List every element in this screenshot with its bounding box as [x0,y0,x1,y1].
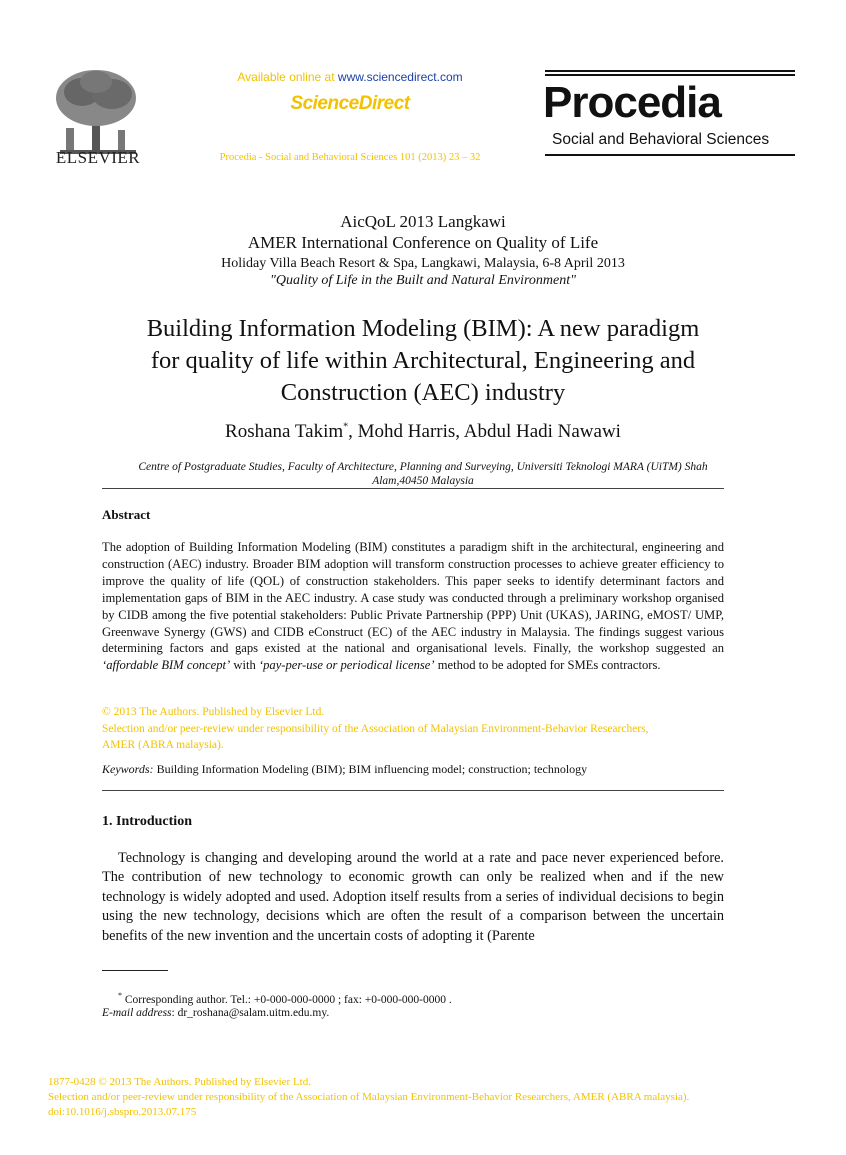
title-line: Building Information Modeling (BIM): A new paradigm [146,315,700,342]
abstract-body: The adoption of Building Information Modeling (BIM) constitutes a paradigm shift in the architectural, engineering and construction (AEC) industry. Broader BIM adoption will transform construction processes to achieve greater efficiency to improve the quality of life (QOL) of construction stakeholders. This paper seeks to identify determinant factors and implementation gaps of BIM in the AEC industry. A case study was conducted through a preliminary workshop organised by CIDB among the five potential stakeholders: Public Private Partnership (PPP) Unit (UKAS), JARING, eMOST/ UMP, Greenwave Synergy (GWS) and CIDB eConstruct (EC) of the AEC industry in Malaysia. The findings suggest various determining factors and gaps existed at the national and organisational levels. Finally, the workshop suggested an [102,540,724,656]
abstract-emphasis: ‘pay-per-use or periodical license’ [258,658,435,673]
elsevier-tree-logo [52,68,144,158]
conference-venue: Holiday Villa Beach Resort & Spa, Langkawi, Malaysia, 6-8 April 2013 [221,256,625,271]
procedia-logo: Procedia [543,78,721,127]
copyright-line: AMER (ABRA malaysia). [102,739,224,751]
author-list [60,421,786,443]
abstract-emphasis: ‘affordable BIM concept’ [102,658,231,673]
introduction-text: Technology is changing and developing around the world at a rate and pace never experienced before. The contribution of new technology to economic growth can only be realized when and if the new technology is widely adopted and used. Adoption itself results from a series of individual decisions to begin using the new technology, decisions which are often the result of a comparison between the uncertain benefits of the new invention and the uncertain costs of adopting it (Parente [102,850,724,944]
corresponding-mark: * [343,421,349,433]
keywords-label: Keywords: [102,762,154,776]
affiliation-line: Centre of Postgraduate Studies, Faculty of Architecture, Planning and Surveying, Universiti Teknologi MARA (UiTM) Shah [138,461,708,473]
copyright-notice [102,704,742,754]
footnote-rule [102,970,168,971]
divider [102,790,724,791]
keywords [102,762,742,777]
footnote-contact: Corresponding author. Tel.: +0-000-000-0000 ; fax: +0-000-000-0000 . [122,993,452,1006]
peer-review-line: Selection and/or peer-review under responsibility of the Association of Malaysian Environment-Behavior Researchers, AMER (ABRA malaysia). [48,1091,690,1103]
sciencedirect-link[interactable]: www.sciencedirect.com [337,70,463,84]
keywords-list: Building Information Modeling (BIM); BIM influencing model; construction; technology [153,762,588,776]
available-prefix: Available online at [237,70,335,84]
affiliation [100,460,746,488]
copyright-line: © 2013 The Authors. Published by Elsevier Ltd. [102,706,325,718]
paper-title [70,313,776,409]
footnote-mark: * [118,991,122,1000]
bottom-notice [48,1075,808,1120]
conference-theme: "Quality of Life in the Built and Natural Environment" [270,273,576,288]
elsevier-wordmark: ELSEVIER [55,148,141,167]
author-names-rest: , Mohd Harris, Abdul Hadi Nawawi [348,421,621,442]
affiliation-line: Alam,40450 Malaysia [372,475,474,487]
footnote-email [102,1007,329,1019]
abstract-body: with [230,658,259,673]
section-heading: 1. Introduction [102,814,192,829]
copyright-line: Selection and/or peer-review under responsibility of the Association of Malaysian Environment-Behavior Researchers, [102,722,649,735]
title-line: for quality of life within Architectural, Engineering and [150,347,696,374]
email-address[interactable]: : dr_roshana@salam.uitm.edu.my. [171,1007,330,1019]
availability-line [140,70,560,84]
footnote-corresponding [118,991,452,1006]
conference-full-title: AMER International Conference on Quality of Life [247,233,599,252]
abstract-text [102,539,724,674]
email-label: E-mail address [102,1007,172,1019]
issn-line: 1877-0428 © 2013 The Authors. Published by Elsevier Ltd. [48,1076,311,1088]
abstract-body: method to be adopted for SMEs contractors. [434,658,661,673]
procedia-subtitle: Social and Behavioral Sciences [552,131,770,148]
procedia-divider [545,154,795,156]
divider [102,488,724,489]
conference-name: AicQoL 2013 Langkawi [340,212,506,231]
abstract-heading: Abstract [102,507,151,522]
doi-link[interactable]: doi:10.1016/j.sbspro.2013.07.175 [48,1106,197,1118]
procedia-top-lines [545,70,795,78]
title-line: Construction (AEC) industry [280,379,566,406]
sciencedirect-logo: ScienceDirect [290,93,410,114]
author-name: Roshana Takim [225,421,344,442]
journal-reference: Procedia - Social and Behavioral Sciences 101 (2013) 23 – 32 [219,152,481,163]
